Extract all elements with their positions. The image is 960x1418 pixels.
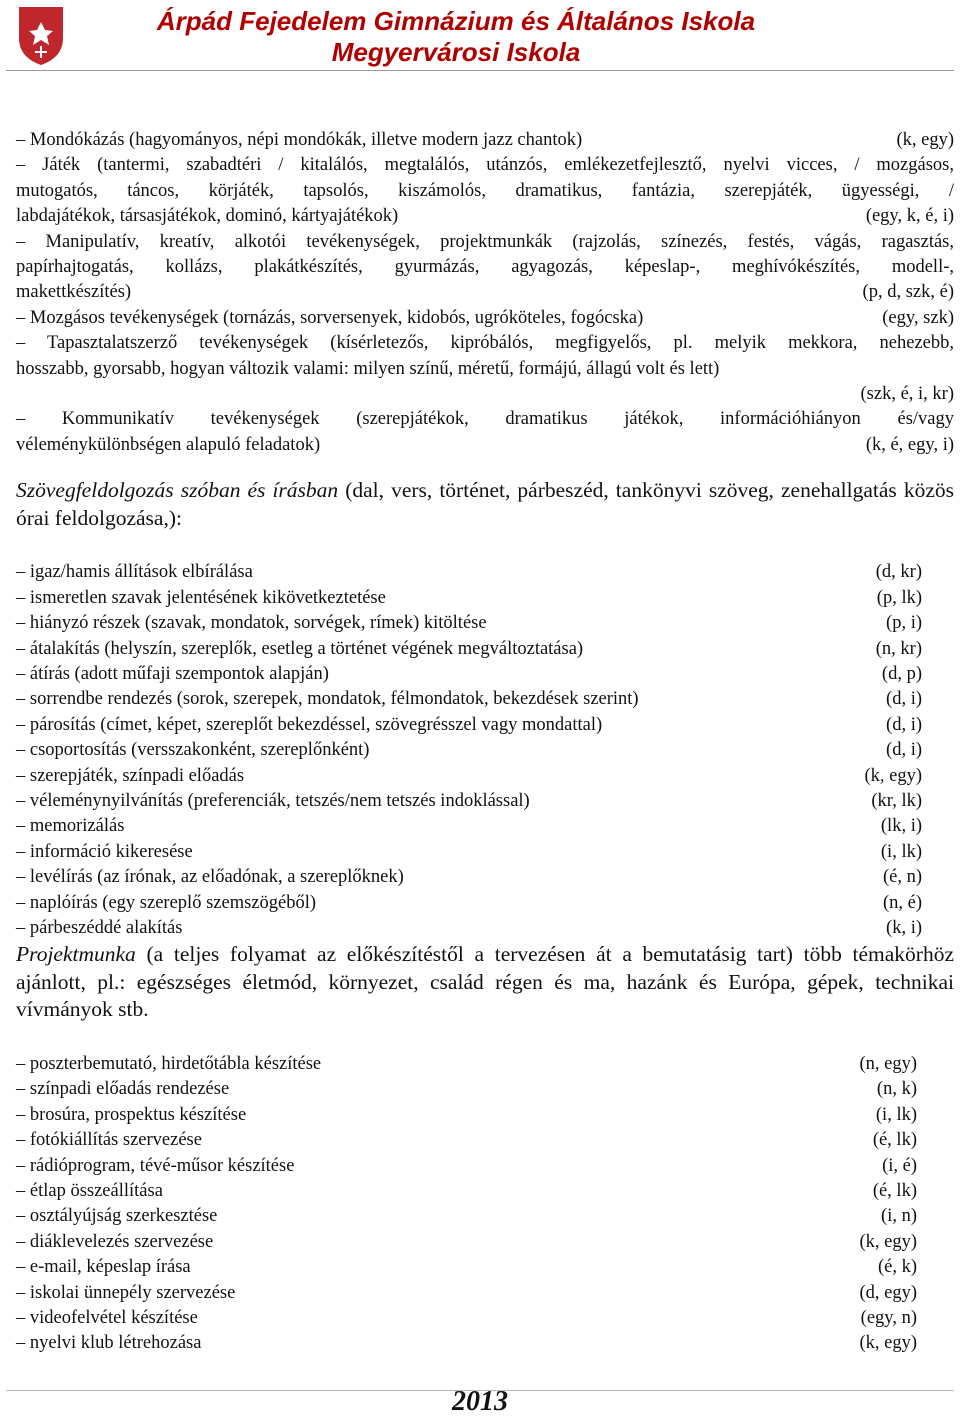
item-text: – brosúra, prospektus készítése bbox=[16, 1104, 247, 1125]
manip-line: – Manipulatív, kreatív, alkotói tevékenységek, projektmunkák (rajzolás, színezés, festés, vágás, ragasztás, bbox=[16, 231, 954, 252]
list-item bbox=[16, 280, 954, 305]
komm-line: – Kommunikatív tevékenységek (szerepjátékok, dramatikus játékok, információhiányon és/vagy bbox=[16, 409, 954, 430]
header-divider bbox=[6, 70, 954, 71]
list-item bbox=[16, 814, 922, 839]
item-code: (n, é) bbox=[882, 892, 922, 913]
item-code: (k, i) bbox=[886, 917, 922, 938]
section-description: (dal, vers, történet, párbeszéd, tankönyvi szöveg, zenehallgatás közös órai feldolgozása,): bbox=[16, 478, 954, 530]
item-text: labdajátékok, társasjátékok, dominó, kártyajátékok) bbox=[16, 206, 399, 227]
item-text: – iskolai ünnepély szervezése bbox=[16, 1282, 236, 1303]
section-heading bbox=[16, 477, 954, 532]
list-item bbox=[16, 1281, 917, 1306]
item-text: – színpadi előadás rendezése bbox=[16, 1079, 230, 1100]
item-code: (lk, i) bbox=[880, 816, 922, 837]
list-item bbox=[16, 1331, 917, 1356]
list-item bbox=[16, 1230, 917, 1255]
tapasz-line: – Tapasztalatszerző tevékenységek (kísérletezős, kipróbálós, megfigyelős, pl. melyik mekkora, nehezebb, bbox=[16, 333, 954, 354]
item-code: (szk, é, i, kr) bbox=[860, 384, 954, 405]
section-heading bbox=[16, 941, 954, 1024]
item-text: – ismeretlen szavak jelentésének kikövetkeztetése bbox=[16, 587, 386, 608]
school-title bbox=[80, 6, 832, 68]
item-code: (kr, lk) bbox=[871, 790, 922, 811]
school-crest-icon bbox=[16, 4, 66, 66]
item-code: (i, lk) bbox=[880, 841, 922, 862]
item-text: – e-mail, képeslap írása bbox=[16, 1257, 191, 1278]
item-text: véleménykülönbségen alapuló feladatok) bbox=[16, 434, 321, 455]
item-text: makettkészítés) bbox=[16, 282, 132, 303]
list-item bbox=[16, 865, 922, 890]
list-item bbox=[16, 687, 922, 712]
item-code: (egy, szk) bbox=[882, 307, 954, 328]
item-code: (k, egy) bbox=[864, 765, 922, 786]
page-header bbox=[0, 0, 960, 72]
list-item bbox=[16, 611, 922, 636]
list-item bbox=[16, 204, 954, 229]
list-item bbox=[16, 1204, 917, 1229]
list-item bbox=[16, 1052, 917, 1077]
school-title-line2: Megyervárosi Iskola bbox=[331, 37, 581, 67]
item-code: (n, egy) bbox=[859, 1053, 917, 1074]
item-code: (k, egy) bbox=[859, 1333, 917, 1354]
list-item bbox=[16, 891, 922, 916]
list-item bbox=[16, 1306, 917, 1331]
item-text: – párbeszéddé alakítás bbox=[16, 917, 183, 938]
item-text: – sorrendbe rendezés (sorok, szerepek, mondatok, félmondatok, bekezdések szerint) bbox=[16, 689, 639, 710]
item-code: (k, egy) bbox=[859, 1231, 917, 1252]
item-code: (p, d, szk, é) bbox=[862, 282, 954, 303]
tapasz-line: hosszabb, gyorsabb, hogyan változik valami: milyen színű, méretű, formájú, állagú volt és lett) bbox=[16, 358, 720, 379]
item-code: (é, k) bbox=[877, 1257, 917, 1278]
item-text: – fotókiállítás szervezése bbox=[16, 1130, 202, 1151]
item-code: (k, egy) bbox=[896, 130, 954, 150]
list-item bbox=[16, 586, 922, 611]
list-item bbox=[16, 560, 922, 585]
item-text: – poszterbemutató, hirdetőtábla készítése bbox=[16, 1053, 322, 1074]
item-code: (n, kr) bbox=[875, 638, 922, 659]
list-item bbox=[16, 1179, 917, 1204]
item-code: (é, lk) bbox=[872, 1130, 917, 1151]
item-code: (n, k) bbox=[876, 1079, 917, 1100]
item-text: – diáklevelezés szervezése bbox=[16, 1231, 214, 1252]
item-code: (egy, n) bbox=[860, 1307, 917, 1328]
section-title: Projektmunka bbox=[16, 942, 136, 967]
item-code: (i, n) bbox=[881, 1206, 917, 1227]
item-code: (é, lk) bbox=[872, 1180, 917, 1201]
list-item bbox=[16, 1077, 917, 1102]
list-item bbox=[16, 916, 922, 941]
szovegfeldolgozas-list bbox=[16, 560, 954, 941]
list-item bbox=[16, 1103, 917, 1128]
item-text: – Mozgásos tevékenységek (tornázás, sorversenyek, kidobós, ugróköteles, fogócska) bbox=[16, 307, 644, 328]
item-code: (i, lk) bbox=[875, 1104, 917, 1125]
list-item bbox=[16, 128, 954, 153]
item-text: – hiányzó részek (szavak, mondatok, sorvégek, rímek) kitöltése bbox=[16, 613, 487, 634]
item-text: – igaz/hamis állítások elbírálása bbox=[16, 562, 253, 583]
item-text: – levélírás (az írónak, az előadónak, a szereplőknek) bbox=[16, 867, 404, 888]
item-code: (d, kr) bbox=[875, 562, 922, 583]
list-item bbox=[16, 662, 922, 687]
item-code: (d, i) bbox=[886, 714, 922, 735]
item-code: (i, é) bbox=[882, 1155, 917, 1176]
list-item bbox=[16, 789, 922, 814]
footer-year: 2013 bbox=[452, 1386, 508, 1417]
item-code: (p, i) bbox=[886, 613, 922, 634]
list-item bbox=[16, 764, 922, 789]
item-text: – videofelvétel készítése bbox=[16, 1307, 198, 1328]
item-text: – Mondókázás (hagyományos, népi mondókák, illetve modern jazz chantok) bbox=[16, 130, 583, 150]
list-item bbox=[16, 306, 954, 331]
projektmunka-list bbox=[16, 1052, 954, 1357]
document-body bbox=[16, 128, 954, 1357]
item-code: (é, n) bbox=[882, 867, 922, 888]
list-item bbox=[16, 637, 922, 662]
list-item bbox=[16, 1154, 917, 1179]
item-code: (d, egy) bbox=[859, 1282, 917, 1303]
item-text: – étlap összeállítása bbox=[16, 1180, 163, 1201]
school-title-line1: Árpád Fejedelem Gimnázium és Általános Iskola bbox=[156, 6, 756, 36]
item-code: (d, i) bbox=[886, 740, 922, 761]
list-item bbox=[16, 433, 954, 458]
manip-line: papírhajtogatás, kollázs, plakátkészítés, gyurmázás, agyagozás, képeslap-, meghívókészítés, modell-, bbox=[16, 257, 954, 278]
item-code: (k, é, egy, i) bbox=[865, 434, 954, 455]
jatek-line: – Játék (tantermi, szabadtéri / kitalálós, megtalálós, utánzós, emlékezetfejlesztő, nyelvi vicces, / mozgásos, bbox=[16, 155, 954, 176]
item-text: – osztályújság szerkesztése bbox=[16, 1206, 218, 1227]
item-code: (p, lk) bbox=[876, 587, 922, 608]
item-text: – véleménynyilvánítás (preferenciák, tetszés/nem tetszés indoklással) bbox=[16, 790, 530, 811]
item-text: – naplóírás (egy szereplő szemszögéből) bbox=[16, 892, 317, 913]
item-code: (d, p) bbox=[881, 663, 922, 684]
list-item bbox=[16, 1128, 917, 1153]
list-item bbox=[16, 840, 922, 865]
item-text: – átírás (adott műfaji szempontok alapján) bbox=[16, 663, 329, 684]
list-item bbox=[16, 713, 922, 738]
item-text: – rádióprogram, tévé-műsor készítése bbox=[16, 1155, 295, 1176]
item-text: – csoportosítás (versszakonként, szereplőnként) bbox=[16, 740, 370, 761]
item-text: – átalakítás (helyszín, szereplők, esetleg a történet végének megváltoztatása) bbox=[16, 638, 584, 659]
section-description: (a teljes folyamat az előkészítéstől a tervezésen át a bemutatásig tart) több témakörhöz ajánlott, pl.: egészséges életmód, környezet, család régen és ma, hazánk és Európa, gépek, technikai vívmányok stb. bbox=[16, 942, 954, 1022]
item-code: (egy, k, é, i) bbox=[865, 206, 954, 227]
section-title: Szövegfeldolgozás szóban és írásban bbox=[16, 478, 339, 503]
item-text: – memorizálás bbox=[16, 816, 125, 837]
item-text: – információ kikeresése bbox=[16, 841, 193, 862]
item-text: – párosítás (címet, képet, szereplőt bekezdéssel, szövegrésszel vagy mondattal) bbox=[16, 714, 603, 735]
list-item bbox=[16, 738, 922, 763]
item-text: – nyelvi klub létrehozása bbox=[16, 1333, 202, 1354]
jatek-line: mutogatós, táncos, körjáték, tapsolós, kiszámolós, dramatikus, fantázia, szerepjáték, ügyességi, / bbox=[16, 180, 954, 201]
item-text: – szerepjáték, színpadi előadás bbox=[16, 765, 245, 786]
item-code: (d, i) bbox=[886, 689, 922, 710]
list-item bbox=[16, 1255, 917, 1280]
